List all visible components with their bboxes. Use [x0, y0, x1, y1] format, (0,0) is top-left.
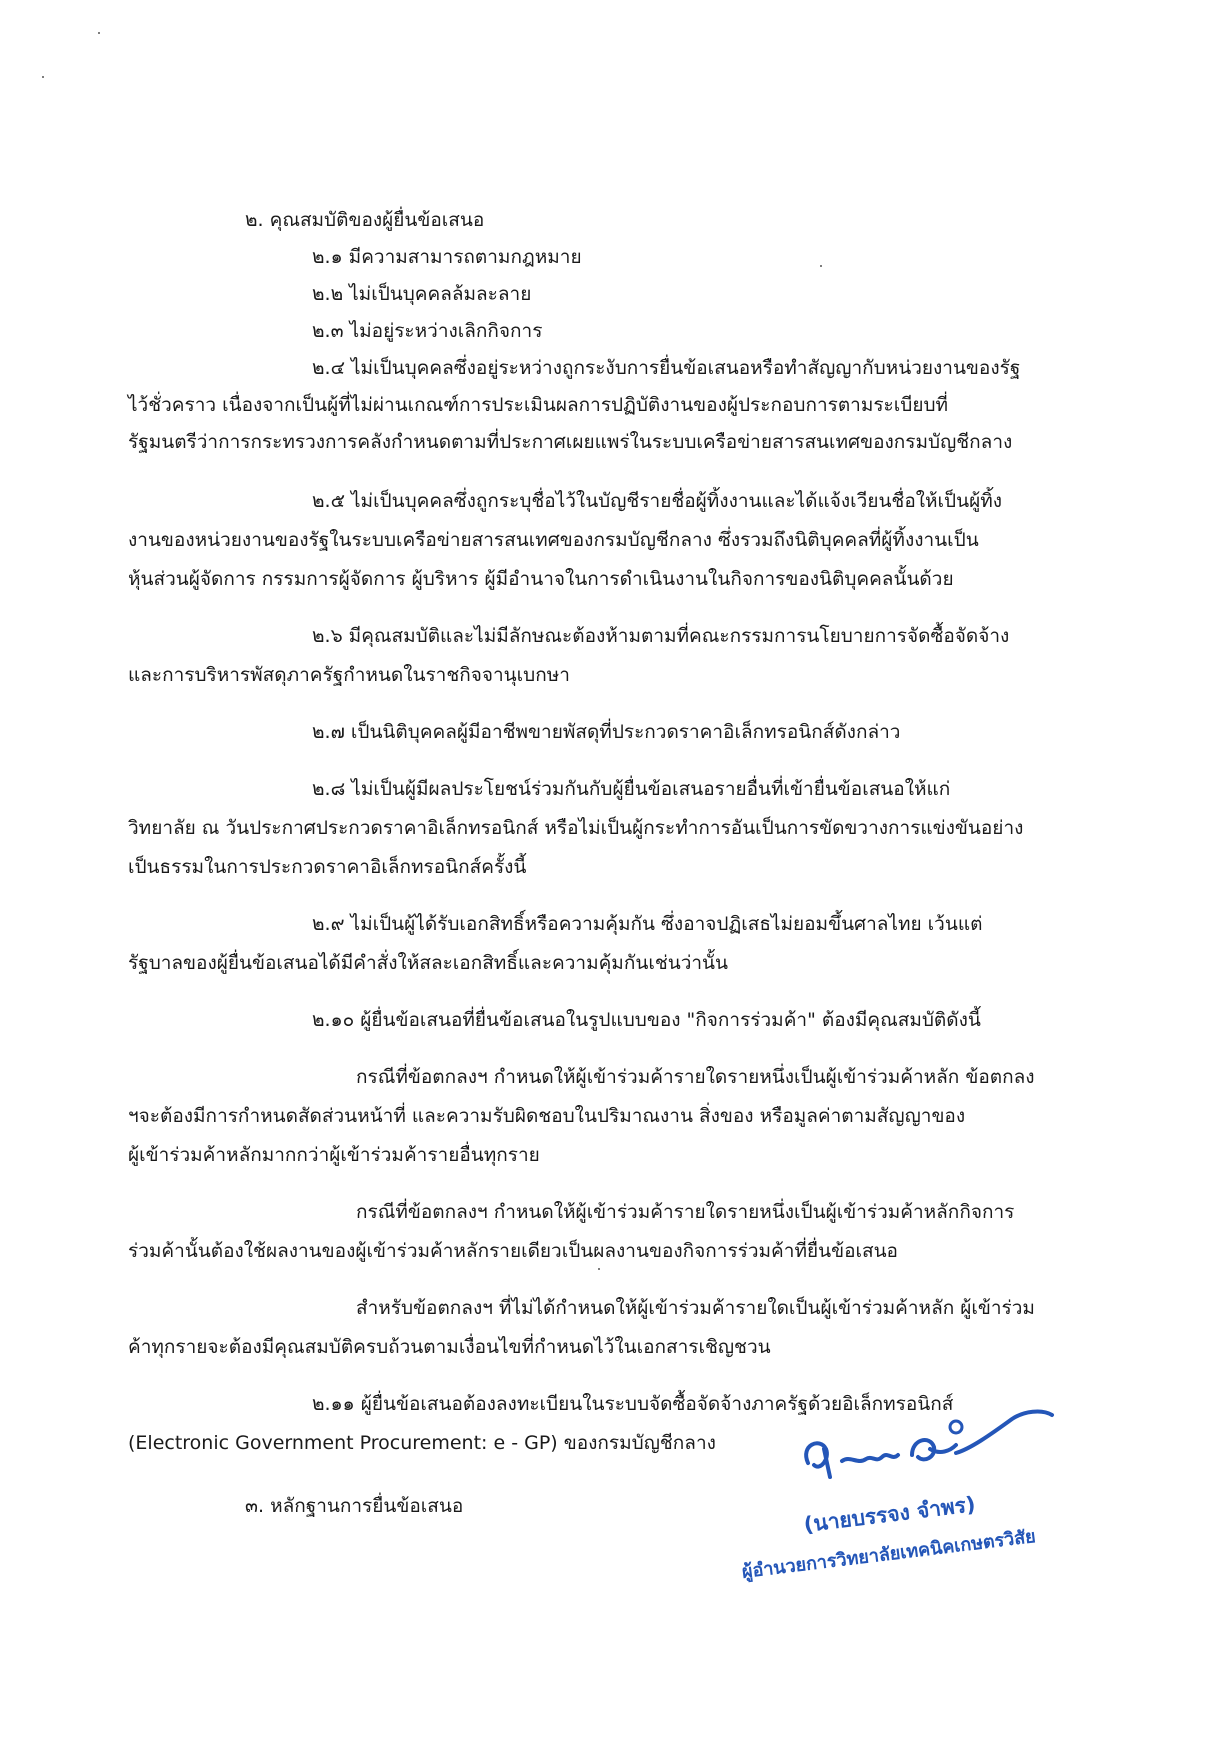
handwritten-signature: [780, 1405, 1080, 1495]
text-line: ๒.๓ ไม่อยู่ระหว่างเลิกกิจการ: [312, 320, 543, 342]
text-line: กรณีที่ข้อตกลงฯ กำหนดให้ผู้เข้าร่วมค้ารายใดรายหนึ่งเป็นผู้เข้าร่วมค้าหลักกิจการ: [356, 1201, 1015, 1223]
text-line: ร่วมค้านั้นต้องใช้ผลงานของผู้เข้าร่วมค้าหลักรายเดียวเป็นผลงานของกิจการร่วมค้าที่ยื่นข้อเสนอ: [128, 1240, 898, 1262]
text-line: เป็นธรรมในการประกวดราคาอิเล็กทรอนิกส์ครั้งนี้: [128, 856, 527, 878]
signatory-name: (นายบรรจง จำพร): [802, 1492, 977, 1537]
scan-speck: [42, 76, 44, 78]
text-line: ๒.๙ ไม่เป็นผู้ได้รับเอกสิทธิ์หรือความคุ้มกัน ซึ่งอาจปฏิเสธไม่ยอมขึ้นศาลไทย เว้นแต่: [312, 913, 983, 935]
text-line: งานของหน่วยงานของรัฐในระบบเครือข่ายสารสนเทศของกรมบัญชีกลาง ซึ่งรวมถึงนิติบุคคลที่ผู้ทิ้งงานเป็น: [128, 529, 979, 551]
text-line: ๒.๗ เป็นนิติบุคคลผู้มีอาชีพขายพัสดุที่ประกวดราคาอิเล็กทรอนิกส์ดังกล่าว: [312, 721, 901, 743]
text-line: กรณีที่ข้อตกลงฯ กำหนดให้ผู้เข้าร่วมค้ารายใดรายหนึ่งเป็นผู้เข้าร่วมค้าหลัก ข้อตกลง: [356, 1066, 1035, 1088]
text-line: ผู้เข้าร่วมค้าหลักมากกว่าผู้เข้าร่วมค้ารายอื่นทุกราย: [128, 1144, 540, 1166]
text-line: รัฐบาลของผู้ยื่นข้อเสนอได้มีคำสั่งให้สละเอกสิทธิ์และความคุ้มกันเช่นว่านั้น: [128, 952, 729, 974]
text-line: ไว้ชั่วคราว เนื่องจากเป็นผู้ที่ไม่ผ่านเกณฑ์การประเมินผลการปฏิบัติงานของผู้ประกอบการตามระเบียบที่: [128, 394, 949, 416]
scan-speck: [598, 1268, 600, 1270]
text-line: ฯจะต้องมีการกำหนดสัดส่วนหน้าที่ และความรับผิดชอบในปริมาณงาน สิ่งของ หรือมูลค่าตามสัญญาของ: [128, 1105, 966, 1127]
text-line: รัฐมนตรีว่าการกระทรวงการคลังกำหนดตามที่ประกาศเผยแพร่ในระบบเครือข่ายสารสนเทศของกรมบัญชีกลาง: [128, 431, 1013, 453]
text-line: และการบริหารพัสดุภาครัฐกำหนดในราชกิจจานุเบกษา: [128, 664, 570, 686]
signatory-title: ผู้อำนวยการวิทยาลัยเทคนิคเกษตรวิสัย: [740, 1526, 1037, 1583]
text-line: หุ้นส่วนผู้จัดการ กรรมการผู้จัดการ ผู้บริหาร ผู้มีอำนาจในการดำเนินงานในกิจการของนิติบุคคลนั้นด้วย: [128, 568, 954, 590]
text-line: วิทยาลัย ณ วันประกาศประกวดราคาอิเล็กทรอนิกส์ หรือไม่เป็นผู้กระทำการอันเป็นการขัดขวางการแข่งขันอย่าง: [128, 817, 1024, 839]
text-line: ๒.๑๐ ผู้ยื่นข้อเสนอที่ยื่นข้อเสนอในรูปแบบของ "กิจการร่วมค้า" ต้องมีคุณสมบัติดังนี้: [312, 1009, 981, 1031]
text-line: (Electronic Government Procurement: e - GP) ของกรมบัญชีกลาง: [128, 1432, 716, 1454]
text-line: ๒.๕ ไม่เป็นบุคคลซึ่งถูกระบุชื่อไว้ในบัญชีรายชื่อผู้ทิ้งงานและได้แจ้งเวียนชื่อให้เป็นผู้ทิ้ง: [312, 490, 1003, 512]
scan-speck: [820, 265, 822, 267]
text-line: ๒.๖ มีคุณสมบัติและไม่มีลักษณะต้องห้ามตามที่คณะกรรมการนโยบายการจัดซื้อจัดจ้าง: [312, 625, 1010, 647]
signature-block: [740, 1405, 1080, 1605]
text-line: สำหรับข้อตกลงฯ ที่ไม่ได้กำหนดให้ผู้เข้าร่วมค้ารายใดเป็นผู้เข้าร่วมค้าหลัก ผู้เข้าร่วม: [356, 1297, 1035, 1319]
text-line: ค้าทุกรายจะต้องมีคุณสมบัติครบถ้วนตามเงื่อนไขที่กำหนดไว้ในเอกสารเชิญชวน: [128, 1336, 771, 1358]
scan-speck: [98, 32, 100, 34]
text-line: ๒.๑๑ ผู้ยื่นข้อเสนอต้องลงทะเบียนในระบบจัดซื้อจัดจ้างภาครัฐด้วยอิเล็กทรอนิกส์: [312, 1393, 954, 1415]
text-line: ๒.๒ ไม่เป็นบุคคลล้มละลาย: [312, 283, 532, 305]
text-line: ๒.๑ มีความสามารถตามกฎหมาย: [312, 246, 582, 268]
text-line: ๓. หลักฐานการยื่นข้อเสนอ: [245, 1495, 464, 1517]
text-line: ๒. คุณสมบัติของผู้ยื่นข้อเสนอ: [245, 209, 485, 231]
text-line: ๒.๘ ไม่เป็นผู้มีผลประโยชน์ร่วมกันกับผู้ยื่นข้อเสนอรายอื่นที่เข้ายื่นข้อเสนอให้แก่: [312, 778, 951, 800]
text-line: ๒.๔ ไม่เป็นบุคคลซึ่งอยู่ระหว่างถูกระงับการยื่นข้อเสนอหรือทำสัญญากับหน่วยงานของรัฐ: [312, 357, 1021, 379]
